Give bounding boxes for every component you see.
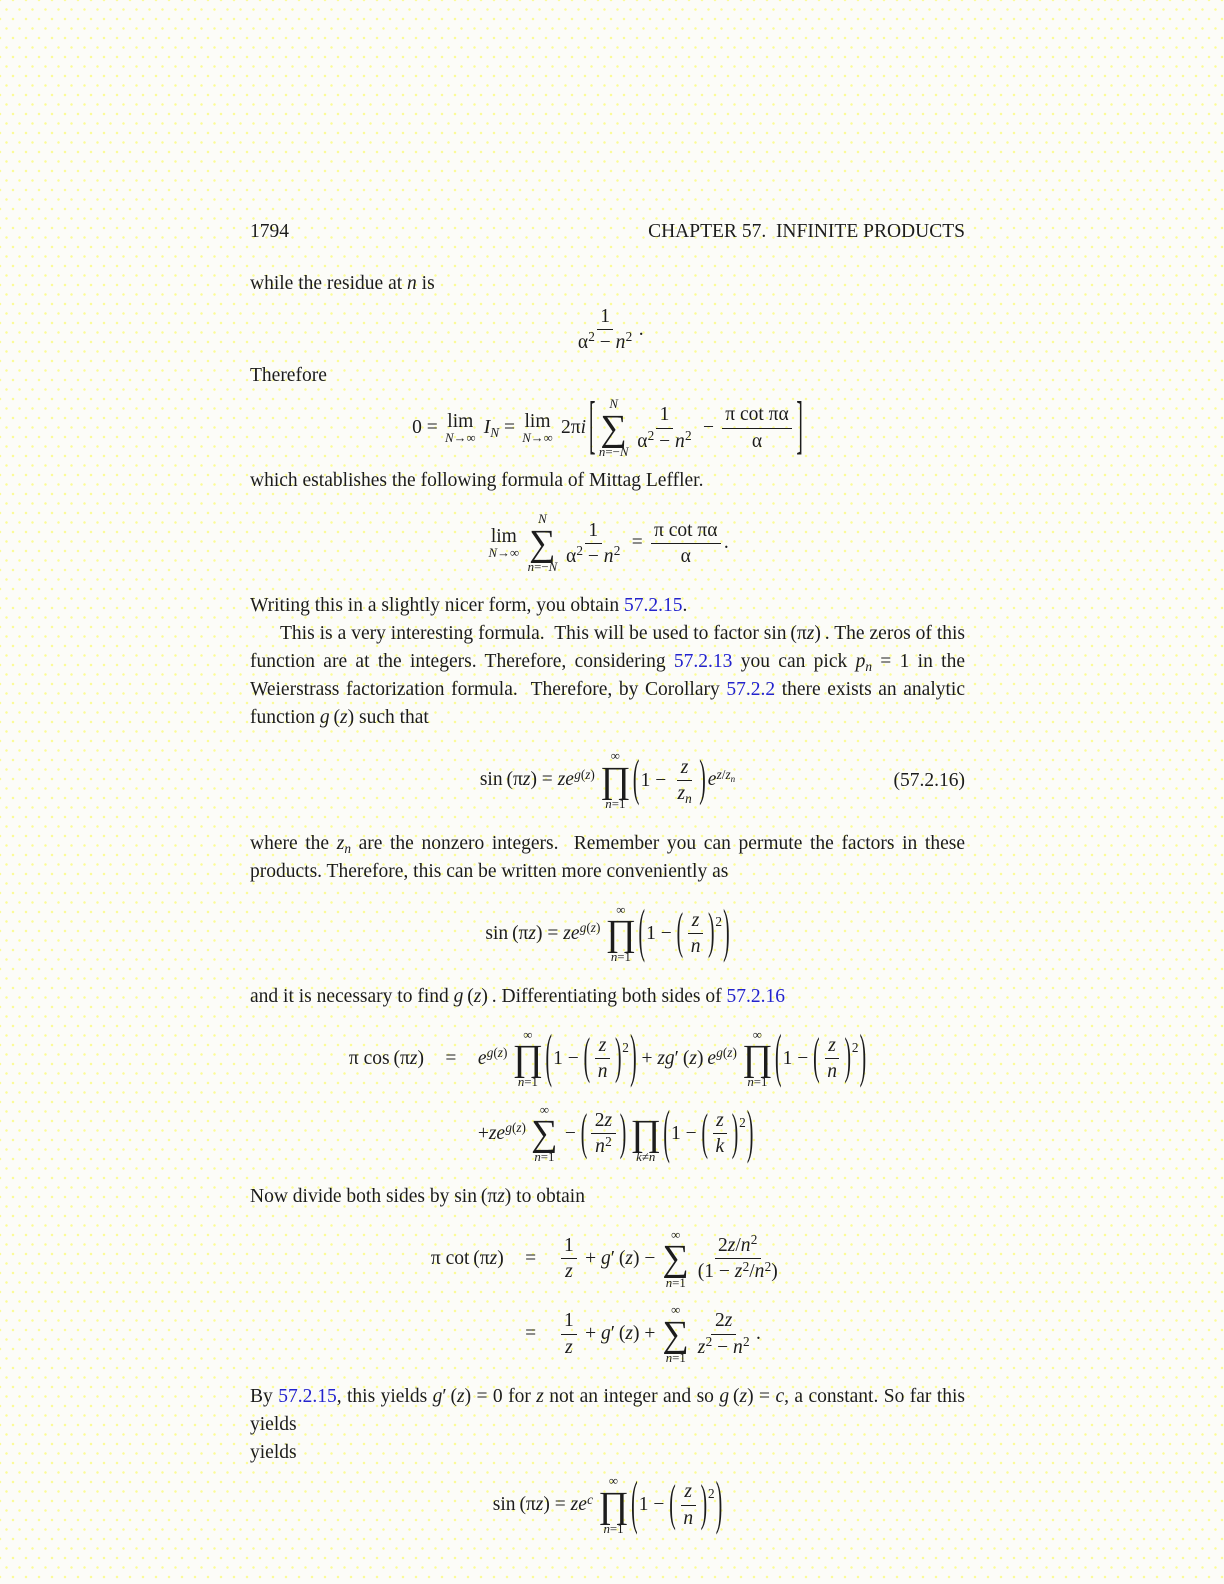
math-variable: z [563,922,571,944]
math-variable: z [536,1386,544,1408]
math-variable: g [719,1386,730,1408]
math-variable: n [603,1521,610,1536]
math-variable: z [585,766,591,782]
math-line: $\sin (\pi z) = ze^{g(z)}$ ∞ ∏ n=1 ( 1 − ( $\frac{z}{n}$ ) $^2$ ) [485,901,730,966]
math-variable: g [579,919,587,935]
subscript [490,425,499,440]
math-variable: n [517,1075,525,1090]
paren-exponent: 2 [622,1039,629,1055]
math-variable: z [806,623,815,645]
math-variable: e [565,769,574,791]
math-variable: z [716,1109,724,1131]
math-variable: N [538,512,547,527]
open-delimiter: ( [813,1030,820,1087]
math-variable: z [522,769,531,791]
math-variable: z [457,1386,465,1408]
math-variable: n [754,1261,765,1283]
math-variable: p [855,651,866,673]
superscript: 2 [742,1258,750,1274]
math-variable: z [409,1048,418,1070]
superscript: 2 [764,1258,772,1274]
equation-relation: = [525,1323,537,1345]
paren-exponent: 2 [707,1485,715,1501]
math-variable: z [557,769,566,791]
math-variable: g [664,1047,675,1069]
math-fraction: $\frac{1}{z}$ [561,1310,578,1359]
math-variable: n [534,1150,541,1165]
open-delimiter: ( [663,1101,670,1166]
superscript: g(z) [574,766,595,782]
equation-residue-fraction [250,306,965,355]
math-variable: n [598,444,606,459]
math-variable: z [488,1122,497,1144]
equation-rhs: $e^{g(z)}$ ∞ ∏ n=1 ( 1 − ( $\frac{z}{n}$ ) $^2$ ) + zg′ (z) $e^{g(z)}$ ∞ ∏ n=1 ( 1 − ( $\frac{z}{n}$ ) $^2$ ) [477,1026,867,1091]
superscript: 2 [625,329,633,345]
paren-group: ( 1 − $\frac{z}{z_n}$ ) [632,752,706,808]
math-variable: n [603,545,614,567]
sum-operator: ∞ ∑ n=1 [531,1102,558,1165]
close-delimiter: ) [699,752,706,808]
close-delimiter: ) [715,1472,723,1537]
math-variable: z [565,1261,573,1283]
paragraph-interesting: This is a very interesting formula. This will be used to factor sin (πz) . The zeros of this function are at the integers. Therefore, considering 57.2.13 you can pick $p_n = 1$ in the Weierstrass factorization formula. Therefore, by Corollary 57.2.2 there exists an analytic function g (z) such that [250,623,966,729]
equation-rhs: $+ze^{g(z)}$ ∞ ∑ n=1 − ( $\frac{2z}{n^2}$ ) ∏ k≠n ( 1 − ( $\frac{z}{k}$ ) $^2$ ) [477,1101,754,1166]
close-delimiter: ) [619,1106,627,1162]
math-fraction: $\frac{1}{z}$ [561,1235,578,1284]
math-variable: N [490,425,500,441]
math-variable: e [707,769,717,791]
close-delimiter: ) [746,1101,754,1166]
math-variable: n [827,1061,837,1083]
math-variable: g [600,1247,611,1269]
math-line: $\frac{1}{\alpha^2 - n^2}$ . [571,306,643,355]
math-variable: z [336,832,345,854]
equation-lhs: π cot (πz) [430,1248,504,1270]
superscript [587,1492,593,1507]
equation-relation: = [525,1248,537,1270]
math-variable: z [528,922,536,944]
close-delimiter: ) [723,901,730,966]
math-fraction: $\frac{\text{π cot πα}}{\alpha}$ [651,520,721,569]
paren-group: ( 1 − ( $\frac{z}{k}$ ) $^2$ ) [663,1101,754,1166]
subscript [731,774,736,784]
equation-derivative [250,1026,965,1166]
cross-reference-link[interactable]: 57.2.15 [624,595,683,617]
math-variable: e [570,922,580,944]
cross-reference-link[interactable]: 57.2.2 [726,679,776,701]
math-line: 0 = lim N→∞ $I_N$ = lim N→∞ 2πi [ N ∑ n=−N $\frac{1}{\alpha^2 - n^2}$ − $\frac{\text{π cot πα}}{\alpha}$ ] [412,393,803,463]
sum-operator: N ∑ n=−N [598,397,629,459]
paragraph-yields-tail: yields [250,1442,297,1464]
superscript: 2 [705,1333,713,1349]
equation-rhs: $\frac{1}{z}$ + g′ (z) + ∞ ∑ n=1 $\frac{2z}{z^2 - n^2}$ . [558,1304,761,1365]
math-variable: g [486,1045,494,1061]
math-variable: n [344,840,351,856]
paren-group [676,905,715,962]
close-delimiter: ) [630,1026,637,1091]
math-variable: c [775,1386,785,1408]
close-delimiter: ) [859,1026,867,1091]
math-variable: n [683,1507,694,1529]
equation-number: (57.2.16) [893,769,965,791]
open-delimiter: ( [580,1106,588,1162]
product-operator: ∞ ∏ n=1 [598,1474,629,1536]
math-fraction: $\frac{1}{\alpha^2 - n^2}$ [565,519,621,567]
superscript: 2 [647,428,655,444]
math-variable: z [625,1323,633,1345]
math-variable: n [605,797,612,812]
math-variable: z [725,766,731,782]
subscript [685,791,692,806]
paren-exponent: 2 [715,914,722,930]
paragraph-nicer-form: Writing this in a slightly nicer form, you obtain 57.2.15. [250,595,688,617]
chapter-title: CHAPTER 57. INFINITE PRODUCTS [648,221,965,242]
equation-lhs: π cos (πz) [348,1048,424,1070]
math-variable: g [453,985,464,1007]
math-variable: z [677,782,686,804]
math-variable: e [578,1494,587,1516]
math-variable: z [535,1494,544,1516]
paren-exponent: 2 [739,1114,746,1130]
limit-operator: lim N→∞ [488,526,520,560]
math-variable: z [497,1045,503,1061]
open-delimiter: ( [669,1477,676,1533]
math-variable: z [680,756,689,778]
math-variable: z [625,1247,633,1269]
math-variable: n [730,773,736,784]
math-variable: i [580,417,587,439]
math-variable: n [732,1336,743,1358]
sum-operator: ∞ ∑ n=1 [662,1303,689,1365]
math-variable: n [747,1075,754,1090]
math-variable: z [684,1481,692,1503]
subscript [865,659,872,674]
math-variable: z [516,1120,522,1136]
close-delimiter: ] [796,393,803,463]
math-variable: n [690,936,701,958]
math-variable: g [432,1386,443,1408]
bracket-group: [ N ∑ n=−N $\frac{1}{\alpha^2 - n^2}$ − $\frac{\text{π cot πα}}{\alpha}$ ] [588,393,803,463]
math-fraction [687,910,704,959]
math-variable: N [522,430,531,445]
subscript [344,841,351,856]
close-delimiter: ) [844,1030,852,1087]
math-variable: z [604,1109,613,1131]
superscript: 2 [576,543,584,559]
math-variable: n [665,1275,673,1290]
math-variable: z [489,1248,498,1270]
open-delimiter: ( [545,1026,552,1091]
cross-reference-link[interactable]: 57.2.15 [278,1386,337,1408]
math-fraction [594,1035,611,1084]
superscript: 2 [588,329,595,345]
math-line: $\sin (\pi z) = ze^c$ ∞ ∏ n=1 ( 1 − ( $\frac{z}{n}$ ) $^2$ ) [492,1472,723,1537]
math-variable: k [715,1136,725,1158]
superscript: 2 [685,428,692,444]
math-variable: z [724,1310,733,1332]
math-variable: n [740,1235,751,1257]
equation-final-form [250,1472,965,1537]
superscript: 2 [750,1232,758,1248]
math-variable: z [727,1045,733,1061]
math-variable: N [609,397,618,412]
equation-limit-identity [250,393,965,463]
paren-group: ( 1 − ( $\frac{z}{n}$ ) $^2$ ) [638,901,730,966]
math-variable: z [497,1185,505,1207]
math-variable: n [665,1350,673,1365]
paren-group [813,1030,852,1087]
math-variable: z [697,1336,706,1358]
math-variable: z [689,1047,697,1069]
limit-operator: lim N→∞ [522,411,553,445]
superscript: 2 [613,543,621,559]
paren-group [669,1477,708,1533]
math-variable: k [636,1150,642,1165]
math-variable: n [685,790,692,806]
math-fraction: $\frac{1}{\alpha^2 - n^2}$ [637,404,692,452]
equation-relation: = [445,1048,457,1070]
open-delimiter: [ [588,393,596,463]
paragraph-residue-intro: while the residue at n is [250,272,435,294]
product-operator: ∞ ∏ n=1 [512,1027,544,1090]
math-variable: z [828,1034,836,1056]
open-delimiter: ( [583,1030,591,1087]
aligned-equation-grid [431,1229,784,1365]
math-variable: z [734,1261,743,1283]
page-header [250,222,965,242]
math-variable: n [407,272,417,294]
math-variable: I [483,417,491,439]
paragraph-by-previous: By 57.2.15, this yields g′ (z) = 0 for z not an integer and so g (z) = c, a constant. So far this yields [250,1386,965,1436]
open-delimiter: ( [638,901,645,966]
superscript: 2 [742,1333,750,1349]
math-variable: n [648,1150,656,1165]
paren-group: ( 1 − ( $\frac{z}{n}$ ) $^2$ ) [631,1472,723,1537]
paren-group [583,1030,622,1087]
math-variable: n [597,1061,608,1083]
math-variable: n [615,331,626,353]
math-variable: N [548,559,558,574]
math-variable: n [595,1136,605,1158]
superscript: g(z) [505,1120,526,1136]
cross-reference-link[interactable]: 57.2.13 [673,651,733,673]
paragraph-establishes: which establishes the following formula of Mittag Leffler. [250,470,704,492]
math-variable: z [691,909,700,931]
math-fraction: $\frac{2z}{z^2 - n^2}$ [697,1310,750,1358]
math-variable: g [319,707,330,729]
math-line: lim N→∞ N ∑ n=−N $\frac{1}{\alpha^2 - n^2}$ = $\frac{\text{π cot πα}}{\alpha}$ . [488,512,729,574]
page-number: 1794 [250,221,289,242]
product-operator: ∏ k≠n [630,1113,661,1165]
math-variable: e [477,1047,487,1069]
paragraph-find-g: and it is necessary to find g (z) . Differentiating both sides of 57.2.16 [250,985,785,1007]
close-delimiter: ) [700,1477,708,1533]
math-variable: z [570,1494,579,1516]
math-variable: z [340,707,348,729]
equation-sin-product-squared [250,901,965,966]
math-variable: g [505,1120,512,1136]
cross-reference-link[interactable]: 57.2.16 [726,985,785,1007]
math-variable: n [527,559,535,574]
math-variable: e [707,1047,716,1069]
math-variable: n [610,950,618,965]
math-variable: z [657,1047,665,1069]
aligned-equation-grid [348,1026,867,1166]
sum-operator: N ∑ n=−N [527,512,558,574]
paragraph-divide: Now divide both sides by sin (πz) to obtain [250,1185,585,1207]
math-line: $\sin (\pi z) = ze^{g(z)}$ ∞ ∏ n=1 ( 1 − $\frac{z}{z_n}$ ) $e^{z/z_n}$ [479,749,736,812]
paren-exponent: 2 [851,1039,859,1055]
paren-group [701,1106,739,1162]
math-variable: N [619,444,629,459]
math-variable: e [496,1122,506,1144]
math-variable: z [590,919,596,935]
math-fraction [680,1481,697,1530]
limit-operator: lim N→∞ [445,411,476,445]
open-delimiter: ( [774,1026,782,1091]
open-delimiter: ( [632,752,640,808]
close-delimiter: ) [708,905,715,962]
math-variable: g [716,1045,723,1061]
math-fraction: $\frac{1}{\alpha^2 - n^2}$ [577,305,633,353]
product-operator: ∞ ∏ n=1 [605,902,637,965]
equation-sin-factorization [250,750,965,811]
math-variable: z [739,1386,748,1408]
math-variable: N [445,430,454,445]
paren-group [580,1106,627,1162]
math-variable: g [574,766,581,782]
math-variable: z [727,1235,736,1257]
math-variable: g [600,1323,611,1345]
math-variable: n [865,659,872,675]
open-delimiter: ( [631,1472,638,1537]
superscript: z/zn [716,766,736,784]
equation-mittag-leffler [250,513,965,574]
product-operator: ∞ ∏ n=1 [600,749,631,812]
superscript: g(z) [486,1045,508,1061]
superscript: g(z) [716,1045,737,1061]
math-variable: c [587,1491,594,1507]
equation-rhs: $\frac{1}{z}$ + g′ (z) − ∞ ∑ n=1 $\frac{2z/n^2}{(1 - z^2/n^2)}$ [558,1229,785,1290]
math-variable: z [598,1034,607,1056]
superscript: 2 [605,1133,612,1149]
math-variable: z [716,766,722,782]
superscript: g(z) [579,919,601,935]
math-variable: N [488,545,498,560]
equation-cotangent [250,1229,965,1365]
close-delimiter: ) [615,1030,622,1087]
math-variable: z [473,985,482,1007]
math-fraction [674,757,695,806]
math-fraction [824,1035,841,1084]
open-delimiter: ( [676,905,684,962]
open-delimiter: ( [701,1106,708,1162]
sum-operator: ∞ ∑ n=1 [662,1227,689,1290]
math-variable: z [565,1336,573,1358]
math-fraction: $\frac{2z}{n^2}$ [591,1110,615,1159]
math-fraction [712,1110,728,1159]
paren-group: ( 1 − ( $\frac{z}{n}$ ) $^2$ ) [774,1026,867,1091]
math-variable: n [675,430,685,452]
math-fraction: $\frac{2z/n^2}{(1 - z^2/n^2)}$ [697,1232,778,1283]
paragraph-therefore: Therefore [250,365,327,387]
product-operator: ∞ ∏ n=1 [742,1027,773,1090]
paragraph-where-zn: where the $z_n$ are the nonzero integers. Remember you can permute the factors in these products. Therefore, this can be written more conveniently as [250,832,965,882]
math-fraction: $\frac{\text{π cot πα}}{\alpha}$ [722,404,792,453]
close-delimiter: ) [731,1106,739,1162]
paren-group: ( 1 − ( $\frac{z}{n}$ ) $^2$ ) [545,1026,637,1091]
